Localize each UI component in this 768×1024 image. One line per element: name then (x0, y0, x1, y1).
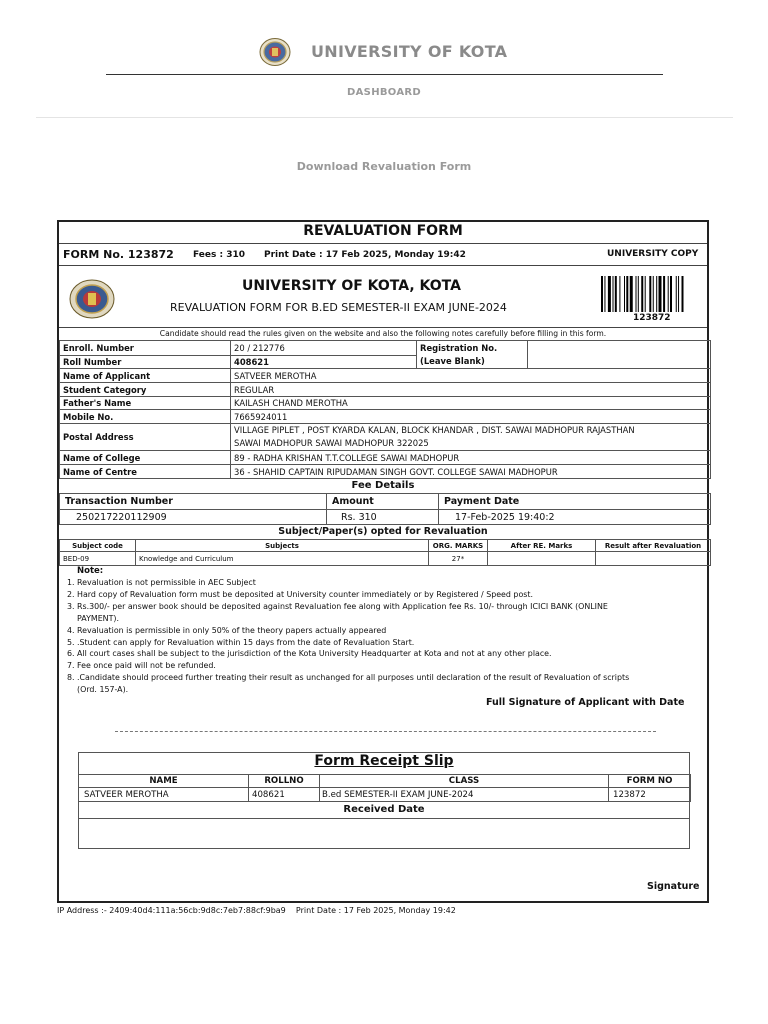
receipt-table (78, 774, 691, 802)
barcode-bar (649, 276, 651, 312)
detail-label: Enroll. Number (60, 341, 231, 356)
fee-details-table (59, 493, 711, 525)
registration-field (528, 341, 711, 369)
subjects-header: ORG. MARKS (429, 540, 488, 552)
payment-date: 17-Feb-2025 19:40:2 (439, 510, 711, 525)
after-re-marks (488, 552, 596, 566)
subjects-header: Subject code (60, 540, 136, 552)
detail-label: Postal Address (60, 424, 231, 451)
transaction-number: 250217220112909 (60, 510, 327, 525)
detail-label: Roll Number (60, 355, 231, 368)
receipt-header: FORM NO (609, 775, 691, 788)
detail-value: 36 - SHAHID CAPTAIN RIPUDAMAN SINGH GOVT. COLLEGE SAWAI MADHOPUR (231, 465, 711, 479)
barcode-bar (604, 276, 605, 312)
fee-details-title: Fee Details (351, 480, 415, 491)
note-item: 7. Fee once paid will not be refunded. (67, 661, 216, 671)
detail-value: 89 - RADHA KRISHAN T.T.COLLEGE SAWAI MADHOPUR (231, 451, 711, 465)
barcode-bar (668, 276, 669, 312)
org-marks: 27* (429, 552, 488, 566)
notes-list (67, 577, 629, 696)
barcode-bar (676, 276, 677, 312)
subjects-header: Result after Revaluation (596, 540, 711, 552)
note-item: 6. All court cases shall be subject to the jurisdiction of the Kota University Headquarter at Kota and not at any other place. (67, 649, 552, 659)
form-number-label: FORM No. 123872 (63, 248, 174, 261)
barcode-bar (653, 276, 654, 312)
registration-label: Registration No. (Leave Blank) (417, 341, 528, 369)
barcode-bar (663, 276, 665, 312)
subjects-header: After RE. Marks (488, 540, 596, 552)
note-item: (Ord. 157-A). (67, 685, 129, 695)
cut-line (115, 731, 656, 732)
receipt-class: B.ed SEMESTER-II EXAM JUNE-2024 (320, 788, 609, 802)
result-after-revaluation (596, 552, 711, 566)
university-seal-icon (69, 279, 115, 319)
instruction-text: Candidate should read the rules given on the website and also the following notes carefully before filling in this form. (159, 329, 607, 338)
received-date-label: Received Date (343, 804, 425, 815)
receipt-rollno: 408621 (249, 788, 320, 802)
applicant-signature-label: Full Signature of Applicant with Date (486, 697, 685, 708)
barcode-bar (601, 276, 603, 312)
receipt-header: ROLLNO (249, 775, 320, 788)
detail-label: Name of College (60, 451, 231, 465)
download-revaluation-form-link[interactable]: Download Revaluation Form (296, 160, 472, 173)
note-item: 8. .Candidate should proceed further treating their result as unchanged for all purposes until declaration of the result of Revaluation of scripts (67, 673, 630, 683)
receipt-title: Form Receipt Slip (314, 753, 454, 769)
receipt-header: CLASS (320, 775, 609, 788)
note-item: 1. Revaluation is not permissible in AEC Subject (67, 578, 256, 587)
barcode-bar (641, 276, 643, 312)
detail-value: 408621 (231, 355, 417, 368)
university-name: UNIVERSITY OF KOTA, KOTA (242, 278, 461, 294)
divider (59, 327, 707, 328)
applicant-details-table (59, 340, 711, 479)
barcode-bar (619, 276, 620, 312)
subjects-table (59, 539, 711, 566)
barcode-bar (630, 276, 633, 312)
barcode-bar (626, 276, 628, 312)
receipt-form-no: 123872 (609, 788, 691, 802)
note-item: 2. Hard copy of Revaluation form must be deposited at University counter immediately or by Registered / Speed post. (67, 589, 533, 599)
print-date: Print Date : 17 Feb 2025, Monday 19:42 (264, 250, 466, 260)
university-title: UNIVERSITY OF KOTA (311, 42, 508, 61)
form-subtitle: REVALUATION FORM FOR B.ED SEMESTER-II EXAM JUNE-2024 (170, 301, 507, 314)
note-item: PAYMENT). (67, 613, 119, 623)
university-copy: UNIVERSITY COPY (607, 249, 699, 259)
divider (78, 818, 690, 819)
amount: Rs. 310 (327, 510, 439, 525)
signature-label: Signature (647, 881, 700, 892)
detail-label: Mobile No. (60, 410, 231, 424)
detail-label: Student Category (60, 383, 231, 397)
detail-label: Name of Centre (60, 465, 231, 479)
fee-header: Payment Date (439, 494, 711, 510)
barcode-bar (670, 276, 672, 312)
divider (59, 265, 707, 266)
barcode-bar (615, 276, 617, 312)
barcode-bar (645, 276, 646, 312)
barcode-number: 123872 (633, 313, 671, 323)
fee-header: Transaction Number (60, 494, 327, 510)
note-item: 5. .Student can apply for Revaluation within 15 days from the date of Revaluation Start. (67, 637, 415, 647)
subject-code: BED-09 (60, 552, 136, 566)
detail-value: REGULAR (231, 383, 711, 397)
subjects-header: Subjects (136, 540, 429, 552)
form-title: REVALUATION FORM (303, 223, 463, 239)
barcode-bar (608, 276, 611, 312)
barcode-bar (682, 276, 684, 312)
barcode-bar (624, 276, 625, 312)
detail-value: KAILASH CHAND MEROTHA (231, 397, 711, 410)
detail-label: Father's Name (60, 397, 231, 410)
header-divider (106, 74, 663, 75)
detail-value: 20 / 212776 (231, 341, 417, 356)
barcode-bar (638, 276, 639, 312)
note-item: 3. Rs.300/- per answer book should be deposited against Revaluation fee along with Application fee Rs. 10/- through ICICI BANK (ONLINE (67, 601, 608, 611)
fees: Fees : 310 (193, 250, 246, 260)
nav-divider (36, 117, 733, 118)
university-logo (259, 37, 291, 67)
receipt-header: NAME (79, 775, 249, 788)
detail-label: Name of Applicant (60, 369, 231, 383)
divider (59, 243, 707, 244)
note-title: Note: (77, 566, 104, 576)
barcode-bar (636, 276, 637, 312)
barcode (601, 276, 705, 312)
barcode-bar (613, 276, 614, 312)
barcode-bar (678, 276, 679, 312)
ip-address-footer: IP Address :- 2409:40d4:111a:56cb:9d8c:7eb7:88cf:9ba9 Print Date : 17 Feb 2025, Monday 19:42 (57, 906, 456, 915)
subjects-title: Subject/Paper(s) opted for Revaluation (278, 526, 488, 537)
receipt-name: SATVEER MEROTHA (79, 788, 249, 802)
note-item: 4. Revaluation is permissible in only 50% of the theory papers actually appeared (67, 625, 387, 635)
nav-dashboard[interactable]: DASHBOARD (347, 87, 421, 98)
barcode-bar (656, 276, 657, 312)
subject-name: Knowledge and Curriculum (136, 552, 429, 566)
fee-header: Amount (327, 494, 439, 510)
detail-value: 7665924011 (231, 410, 711, 424)
postal-address-value: VILLAGE PIPLET , POST KYARDA KALAN, BLOCK KHANDAR , DIST. SAWAI MADHOPUR RAJASTHAN SAWAI MADHOPUR SAWAI MADHOPUR 322025 (231, 424, 711, 451)
detail-value: SATVEER MEROTHA (231, 369, 711, 383)
barcode-bar (659, 276, 662, 312)
